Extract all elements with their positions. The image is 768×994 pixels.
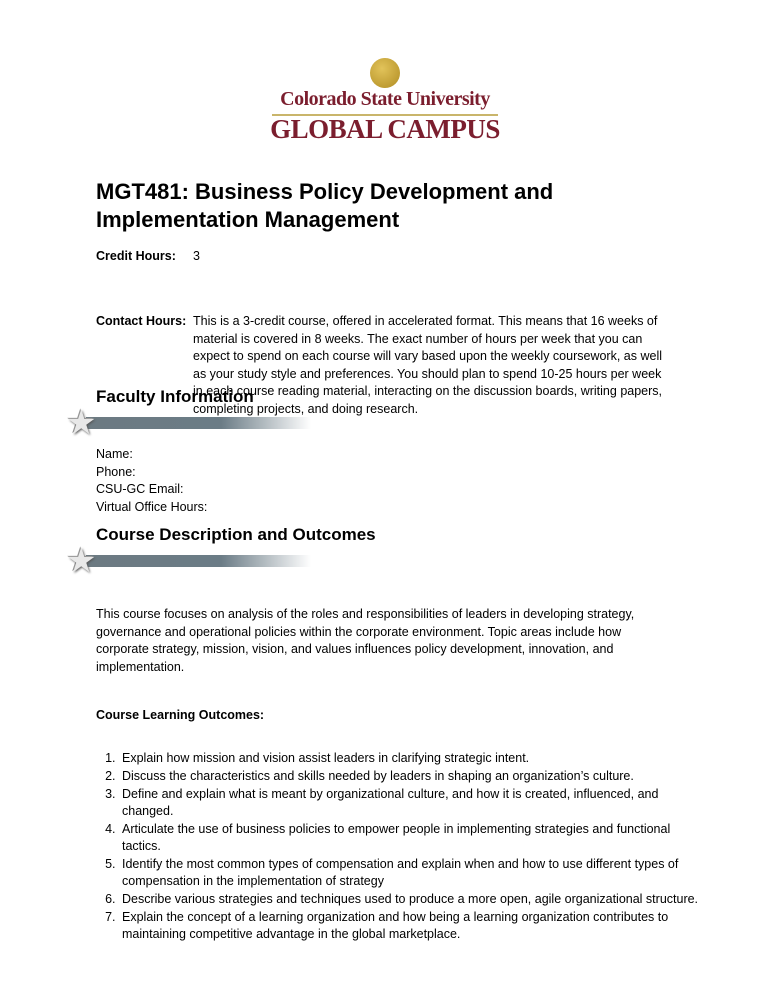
- list-item: 5. Identify the most common types of compensation and explain when and how to use different types of compensation in the implementation of strategy: [119, 856, 699, 890]
- globe-icon: [370, 58, 400, 88]
- logo-line-1: Colorado State University: [280, 88, 490, 110]
- faculty-heading: Faculty Information: [96, 387, 254, 406]
- outcomes-label: Course Learning Outcomes:: [96, 708, 265, 722]
- star-icon: ★: [66, 542, 97, 580]
- section-divider: [66, 542, 316, 580]
- credit-hours-label: Credit Hours:: [96, 249, 176, 263]
- credit-hours-row: [96, 248, 676, 266]
- contact-hours-label: Contact Hours:: [96, 314, 187, 328]
- faculty-office-hours: Virtual Office Hours:: [96, 499, 208, 514]
- course-description: This course focuses on analysis of the roles and responsibilities of leaders in developing strategy, governance and operational policies within the corporate environment. Topic areas include how corporate strategy, mission, vision, and values influences policy development, innovation, and implementation.: [96, 607, 635, 674]
- faculty-fields: [96, 446, 207, 516]
- list-item: 4. Articulate the use of business policies to empower people in implementing strategies and functional tactics.: [119, 821, 699, 855]
- university-logo: [270, 58, 500, 144]
- logo-line-2: GLOBAL CAMPUS: [270, 114, 500, 144]
- list-item: 1. Explain how mission and vision assist leaders in clarifying strategic intent.: [119, 750, 699, 767]
- outcomes-list: [96, 750, 699, 944]
- section-divider: [66, 404, 316, 442]
- faculty-phone: Phone:: [96, 464, 136, 479]
- list-item: 3. Define and explain what is meant by organizational culture, and how it is created, influenced, and changed.: [119, 786, 699, 820]
- contact-hours-value: This is a 3-credit course, offered in accelerated format. This means that 16 weeks of material is covered in 8 weeks. The exact number of hours per week that you can expect to spend on each course will vary based upon the weekly coursework, as well as your study style and preferences. You should plan to spend 10-25 hours per week in each course reading material, interacting on the discussion boards, writing papers, completing projects, and doing research.: [193, 314, 663, 416]
- credit-hours-value: 3: [193, 249, 200, 263]
- course-title: MGT481: Business Policy Development and Implementation Management: [96, 179, 554, 232]
- list-item: 2. Discuss the characteristics and skills needed by leaders in shaping an organization’s culture.: [119, 768, 699, 785]
- list-item: 7. Explain the concept of a learning organization and how being a learning organization contributes to maintaining competitive advantage in the global marketplace.: [119, 909, 699, 943]
- course-heading: Course Description and Outcomes: [96, 525, 376, 544]
- faculty-email: CSU-GC Email:: [96, 482, 184, 496]
- faculty-name: Name:: [96, 447, 133, 461]
- star-icon: ★: [66, 404, 97, 442]
- list-item: 6. Describe various strategies and techniques used to produce a more open, agile organizational structure.: [119, 891, 699, 908]
